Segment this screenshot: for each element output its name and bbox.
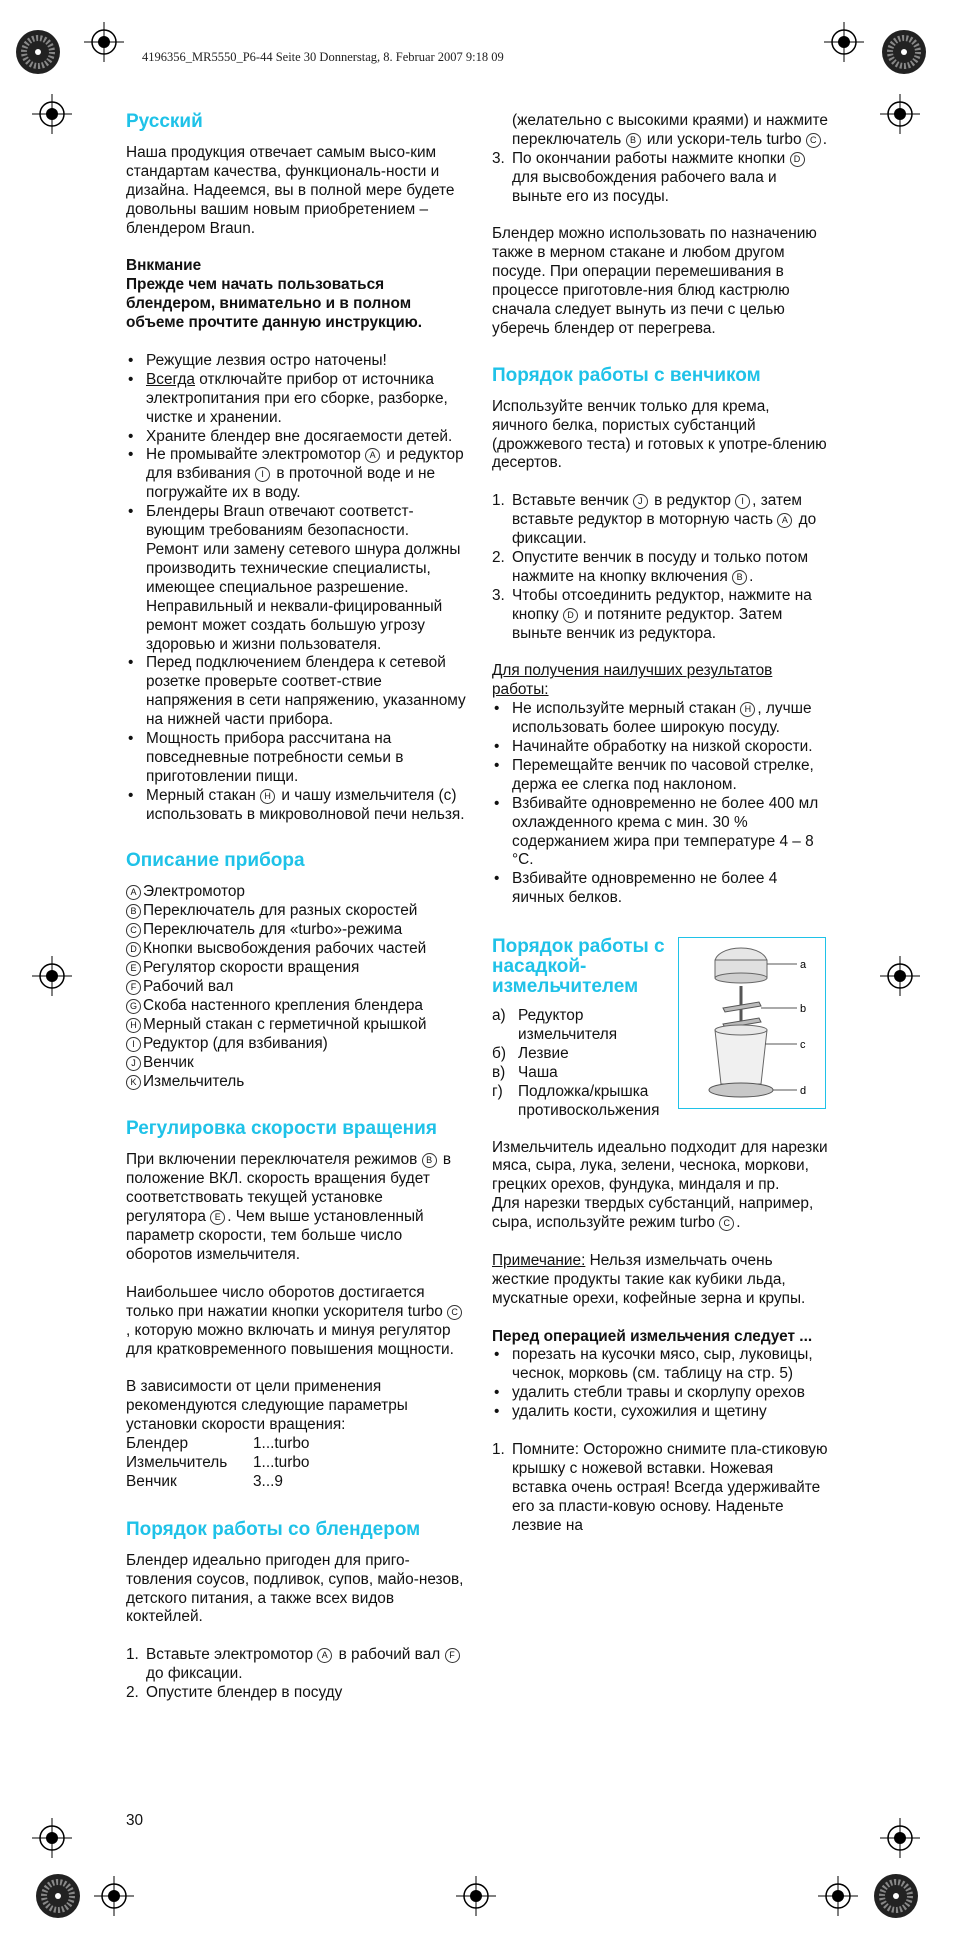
list-item: г) Подложка/крышка противоскольжения bbox=[492, 1082, 660, 1119]
list-item: 3. Чтобы отсоединить редуктор, нажмите на кнопку D и потяните редуктор. Затем выньте венчик из редуктора. bbox=[492, 586, 812, 642]
left-column bbox=[126, 112, 466, 1722]
blender-paragraph: Блендер идеально пригоден для приго-товления соусов, подливок, супов, майо-незов, детского питания, а также всех видов коктейлей. bbox=[126, 1551, 464, 1626]
registration-mark-left-top bbox=[32, 94, 72, 134]
starburst-mark-bottom-left bbox=[34, 1872, 82, 1920]
list-item: (желательно с высокими краями) и нажмите переключатель B или ускори-тель turbo C . bbox=[512, 112, 828, 148]
list-item: G Скоба настенного крепления блендера bbox=[126, 997, 466, 1016]
list-item: • Не используйте мерный стакан H , лучше использовать более широкую посуду. bbox=[492, 700, 828, 738]
list-item: • Мерный стакан H и чашу измельчителя (c) использовать в микроволновой печи нельзя. bbox=[126, 787, 466, 825]
figure-label-a: a bbox=[800, 959, 807, 972]
list-item: • Взбивайте одновременно не более 400 мл охлажденного крема с мин. 30 % содержанием жира при температуре 4 – 8 °C. bbox=[492, 795, 828, 871]
list-item: E Регулятор скорости вращения bbox=[126, 959, 466, 978]
chopper-steps bbox=[492, 1441, 828, 1536]
list-item: K Измельчитель bbox=[126, 1073, 466, 1092]
list-item: • удалить стебли травы и скорлупу орехов bbox=[492, 1384, 828, 1403]
speed-table: Блендер 1...turbo Измельчитель 1...turbo Венчик 3...9 bbox=[126, 1435, 310, 1490]
list-item: 1. Помните: Осторожно снимите пла-стиковую крышку с ножевой вставки. Ножевая вставка очень острая! Всегда удерживайте его за пласти-ковую основу. Наденьте лезвие на bbox=[492, 1440, 828, 1534]
list-item: • удалить кости, сухожилия и щетину bbox=[492, 1403, 828, 1422]
section-title-whisk: Порядок работы с венчиком bbox=[492, 364, 761, 386]
whisk-paragraph: Используйте венчик только для крема, яичного белка, пористых субстанций (дрожжевого теста) и готовых к употре-блению десертов. bbox=[492, 397, 827, 472]
chopper-section bbox=[492, 937, 828, 1120]
part-marker: I bbox=[255, 467, 270, 482]
list-item: • Не промывайте электромотор A и редуктор для взбивания I в проточной воде и не погружайте их в воду. bbox=[126, 446, 466, 503]
registration-mark-top-right bbox=[824, 22, 864, 62]
list-item: H Мерный стакан с герметичной крышкой bbox=[126, 1016, 466, 1035]
list-item: A Электромотор bbox=[126, 883, 466, 902]
before-chopping-title: Перед операцией измельчения следует ... bbox=[492, 1327, 813, 1345]
list-item: • порезать на кусочки мясо, сыр, луковицы, чеснок, морковь (см. таблицу на стр. 5) bbox=[492, 1346, 828, 1384]
chopper-paragraph-2: Для нарезки твердых субстанций, например, сыра, используйте режим turbo C . bbox=[492, 1195, 814, 1232]
list-item: F Рабочий вал bbox=[126, 978, 466, 997]
list-item: 1. Вставьте венчик J в редуктор I , затем вставьте редуктор в моторную часть A до фиксации. bbox=[492, 492, 817, 548]
chopper-paragraph-1: Измельчитель идеально подходит для нарезки мяса, сыра, лука, зелени, чеснока, моркови, грецких орехов, фундука, миндаля и пр. bbox=[492, 1138, 828, 1194]
part-marker: H bbox=[260, 789, 275, 804]
section-title-russian: Русский bbox=[126, 111, 203, 132]
list-item: • Перед подключением блендера к сетевой розетке проверьте соответ-ствие напряжения в сети напряжению, указанному на нижней части прибора. bbox=[126, 654, 466, 730]
list-item: • Блендеры Braun отвечают соответст-вующим требованиям безопасности. Ремонт или замену сетевого шнура должны производить технические специалисты, имеющее специальное разрешение. Неправильный и неквали-фицированный ремонт может создать большую угрозу здоровью и жизни пользователя. bbox=[126, 503, 466, 654]
chopper-parts-list bbox=[492, 1007, 672, 1120]
list-item: а) Редуктор измельчителя bbox=[492, 1007, 618, 1043]
section-title-description: Описание прибора bbox=[126, 850, 305, 872]
section-title-blender: Порядок работы со блендером bbox=[126, 1518, 421, 1540]
print-imprint: 4196356_MR5550_P6-44 Seite 30 Donnerstag, 8. Februar 2007 9:18 09 bbox=[142, 50, 504, 64]
list-item: • Режущие лезвия остро наточены! bbox=[126, 352, 466, 371]
registration-mark-right-top bbox=[880, 94, 920, 134]
attention-label: Внкмание bbox=[126, 257, 202, 275]
starburst-mark-top-right bbox=[880, 28, 928, 76]
blender-steps bbox=[126, 1646, 466, 1703]
list-item: в) Чаша bbox=[492, 1063, 558, 1081]
parts-list bbox=[126, 883, 466, 1091]
registration-mark-top-left bbox=[84, 22, 124, 62]
section-title-chopper: Порядок работы с насадкой-измельчителем bbox=[492, 936, 665, 998]
figure-label-d: d bbox=[800, 1085, 807, 1098]
list-item: • Храните блендер вне досягаемости детей. bbox=[126, 428, 466, 447]
registration-mark-bottom-center bbox=[456, 1876, 496, 1916]
chopper-drawing bbox=[679, 938, 825, 1108]
speed-paragraph-3: В зависимости от цели применения рекомендуются следующие параметры установки скорости вращения: bbox=[126, 1378, 408, 1434]
registration-mark-right-middle bbox=[880, 956, 920, 996]
registration-mark-bottom-left bbox=[94, 1876, 134, 1916]
list-item: • Мощность прибора рассчитана на повседневные потребности семьи в приготовлении пищи. bbox=[126, 730, 466, 787]
list-item: I Редуктор (для взбивания) bbox=[126, 1035, 466, 1054]
intro-paragraph: Наша продукция отвечает самым высо-ким стандартам качества, функциональ-ности и дизайна. Надеемся, вы в полной мере будете довольны вашим новым приобретением – блендером Braun. bbox=[126, 144, 455, 237]
figure-label-c: c bbox=[800, 1039, 806, 1052]
list-item: • Всегда отключайте прибор от источника электропитания при его сборке, разборке, чистке и хранении. bbox=[126, 371, 466, 428]
attention-text: Прежде чем начать пользоваться блендером, внимательно и в полном объеме прочтите данную инструкцию. bbox=[126, 276, 423, 332]
page-number: 30 bbox=[126, 1812, 144, 1829]
registration-mark-left-bottom bbox=[32, 1818, 72, 1858]
note-paragraph: Примечание: Нельзя измельчать очень жесткие продукты такие как кубики льда, мускатные орехи, кофейные зерна и крупы. bbox=[492, 1251, 806, 1307]
blender-paragraph-2: Блендер можно использовать по назначению также в мерном стакане и любом другом посуде. При операции перемешивания в процессе приготовле-ния блюд кастрюлю сначала следует вынуть из печи с целью уберечь блендер от перегрева. bbox=[492, 225, 817, 337]
list-item: 2. Опустите блендер в посуду bbox=[126, 1684, 343, 1702]
list-item: J Венчик bbox=[126, 1054, 466, 1073]
figure-label-b: b bbox=[800, 1003, 807, 1016]
registration-mark-left-middle bbox=[32, 956, 72, 996]
list-item: D Кнопки высвобождения рабочих частей bbox=[126, 940, 466, 959]
list-item: • Взбивайте одновременно не более 4 яичных белков. bbox=[492, 870, 828, 908]
chopper-illustration bbox=[678, 937, 826, 1109]
section-title-speed: Регулировка скорости вращения bbox=[126, 1118, 437, 1140]
best-results-label: Для получения наилучших результатов работы: bbox=[492, 662, 773, 699]
blender-steps-continued bbox=[492, 112, 828, 207]
list-item: • Перемещайте венчик по часовой стрелке, держа ее слегка под наклоном. bbox=[492, 757, 828, 795]
list-item: 2. Опустите венчик в посуду и только потом нажмите на кнопку включения B . bbox=[492, 548, 809, 585]
list-item: B Переключатель для разных скоростей bbox=[126, 902, 466, 921]
registration-mark-bottom-right bbox=[818, 1876, 858, 1916]
part-marker: A bbox=[365, 448, 380, 463]
speed-paragraph-1: При включении переключателя режимов B в положение ВКЛ. скорость вращения будет соответствовать текущей установке регулятора E . Чем выше установленный параметр скорости, тем больше число оборотов измельчителя. bbox=[126, 1151, 452, 1263]
list-item: • Начинайте обработку на низкой скорости. bbox=[492, 738, 828, 757]
registration-mark-right-bottom bbox=[880, 1818, 920, 1858]
list-item: б) Лезвие bbox=[492, 1044, 569, 1062]
starburst-mark-bottom-right bbox=[872, 1872, 920, 1920]
before-chopping-list bbox=[492, 1346, 828, 1422]
best-results-list bbox=[492, 700, 828, 908]
list-item: 3. По окончании работы нажмите кнопки D для высвобождения рабочего вала и выньте его из посуды. bbox=[492, 150, 828, 207]
whisk-steps bbox=[492, 492, 828, 643]
list-item: C Переключатель для «turbo»-режима bbox=[126, 921, 466, 940]
speed-paragraph-2: Наибольшее число оборотов достигается только при нажатии кнопки ускорителя turbo C, которую можно включать и минуя регулятор для кратковременного повышения мощности. bbox=[126, 1284, 466, 1360]
list-item: 1. Вставьте электромотор A в рабочий вал F до фиксации. bbox=[126, 1646, 466, 1684]
right-column bbox=[492, 112, 828, 1554]
safety-list bbox=[126, 352, 466, 825]
starburst-mark-top-left bbox=[14, 28, 62, 76]
